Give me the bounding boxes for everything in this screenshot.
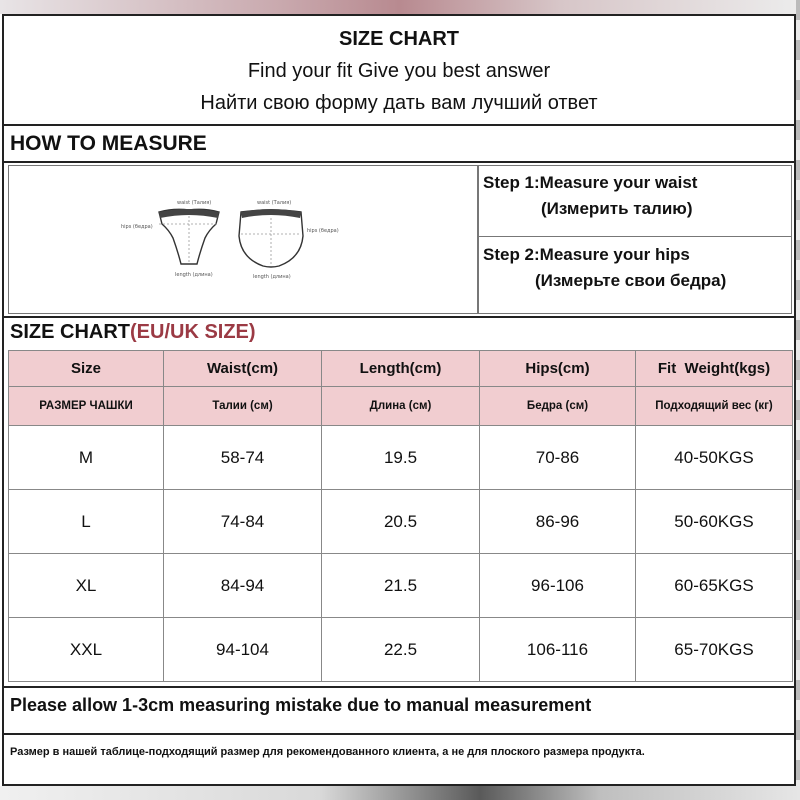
- table-subheader-row: [9, 387, 793, 426]
- column-header: Fit Weight(kgs): [636, 351, 793, 387]
- divider: [4, 161, 794, 163]
- column-subheader: Талии (см): [164, 387, 322, 426]
- size-table: [8, 350, 793, 682]
- step2-label: Step 2:Measure your hips: [483, 245, 690, 264]
- weight-cell: 40-50KGS: [636, 426, 793, 490]
- divider: [4, 316, 794, 318]
- column-header: Waist(cm): [164, 351, 322, 387]
- size-cell: M: [9, 426, 164, 490]
- bottom-photo-strip: [0, 786, 800, 800]
- size-cell: XXL: [9, 618, 164, 682]
- size-chart-heading-main: SIZE CHART: [10, 321, 130, 343]
- measurement-note-en: Please allow 1-3cm measuring mistake due to manual measurement: [10, 695, 592, 715]
- length-cell: 19.5: [322, 426, 480, 490]
- hips-label: hips (бедра): [307, 228, 339, 234]
- how-to-measure-heading: HOW TO MEASURE: [10, 132, 207, 155]
- column-header: Size: [9, 351, 164, 387]
- length-cell: 21.5: [322, 554, 480, 618]
- divider: [4, 733, 794, 735]
- table-header-row: [9, 351, 793, 387]
- length-cell: 20.5: [322, 490, 480, 554]
- measure-steps: [478, 165, 792, 314]
- column-subheader: Бедра (см): [480, 387, 636, 426]
- column-subheader: Подходящий вес (кг): [636, 387, 793, 426]
- right-photo-strip: [796, 0, 800, 800]
- divider: [479, 236, 791, 237]
- panties-diagram-icon: [9, 166, 477, 313]
- step2-ru: (Измерьте свои бедра): [535, 271, 727, 290]
- table-row: [9, 426, 793, 490]
- weight-cell: 65-70KGS: [636, 618, 793, 682]
- measurement-note-ru: Размер в нашей таблице-подходящий размер для рекомендованного клиента, а не для плоского размера продукта.: [10, 746, 645, 758]
- hips-label: hips (бедра): [121, 224, 153, 230]
- length-label: length (длина): [175, 272, 213, 278]
- subtitle-ru: Найти свою форму дать вам лучший ответ: [200, 92, 598, 114]
- column-header: Hips(cm): [480, 351, 636, 387]
- size-cell: L: [9, 490, 164, 554]
- size-chart-card: [2, 14, 796, 786]
- step1-label: Step 1:Measure your waist: [483, 173, 698, 192]
- divider: [4, 124, 794, 126]
- size-cell: XL: [9, 554, 164, 618]
- page-title: SIZE CHART: [339, 28, 459, 50]
- table-row: [9, 618, 793, 682]
- hips-cell: 86-96: [480, 490, 636, 554]
- table-row: [9, 490, 793, 554]
- waist-cell: 84-94: [164, 554, 322, 618]
- size-chart-heading-accent: (EU/UK SIZE): [130, 321, 256, 343]
- waist-label: waist (Талия): [177, 200, 212, 206]
- waist-cell: 74-84: [164, 490, 322, 554]
- length-label: length (длина): [253, 274, 291, 280]
- measure-diagram: [8, 165, 478, 314]
- step1-ru: (Измерить талию): [541, 199, 693, 218]
- size-chart-heading: [10, 321, 256, 344]
- column-subheader: РАЗМЕР ЧАШКИ: [9, 387, 164, 426]
- hips-cell: 96-106: [480, 554, 636, 618]
- length-cell: 22.5: [322, 618, 480, 682]
- table-row: [9, 554, 793, 618]
- waist-cell: 94-104: [164, 618, 322, 682]
- column-header: Length(cm): [322, 351, 480, 387]
- waist-label: waist (Талия): [257, 200, 292, 206]
- divider: [4, 686, 794, 688]
- waist-cell: 58-74: [164, 426, 322, 490]
- hips-cell: 70-86: [480, 426, 636, 490]
- weight-cell: 50-60KGS: [636, 490, 793, 554]
- hips-cell: 106-116: [480, 618, 636, 682]
- top-photo-strip: [0, 0, 800, 14]
- subtitle-en: Find your fit Give you best answer: [247, 60, 551, 82]
- header: [4, 16, 794, 124]
- weight-cell: 60-65KGS: [636, 554, 793, 618]
- column-subheader: Длина (см): [322, 387, 480, 426]
